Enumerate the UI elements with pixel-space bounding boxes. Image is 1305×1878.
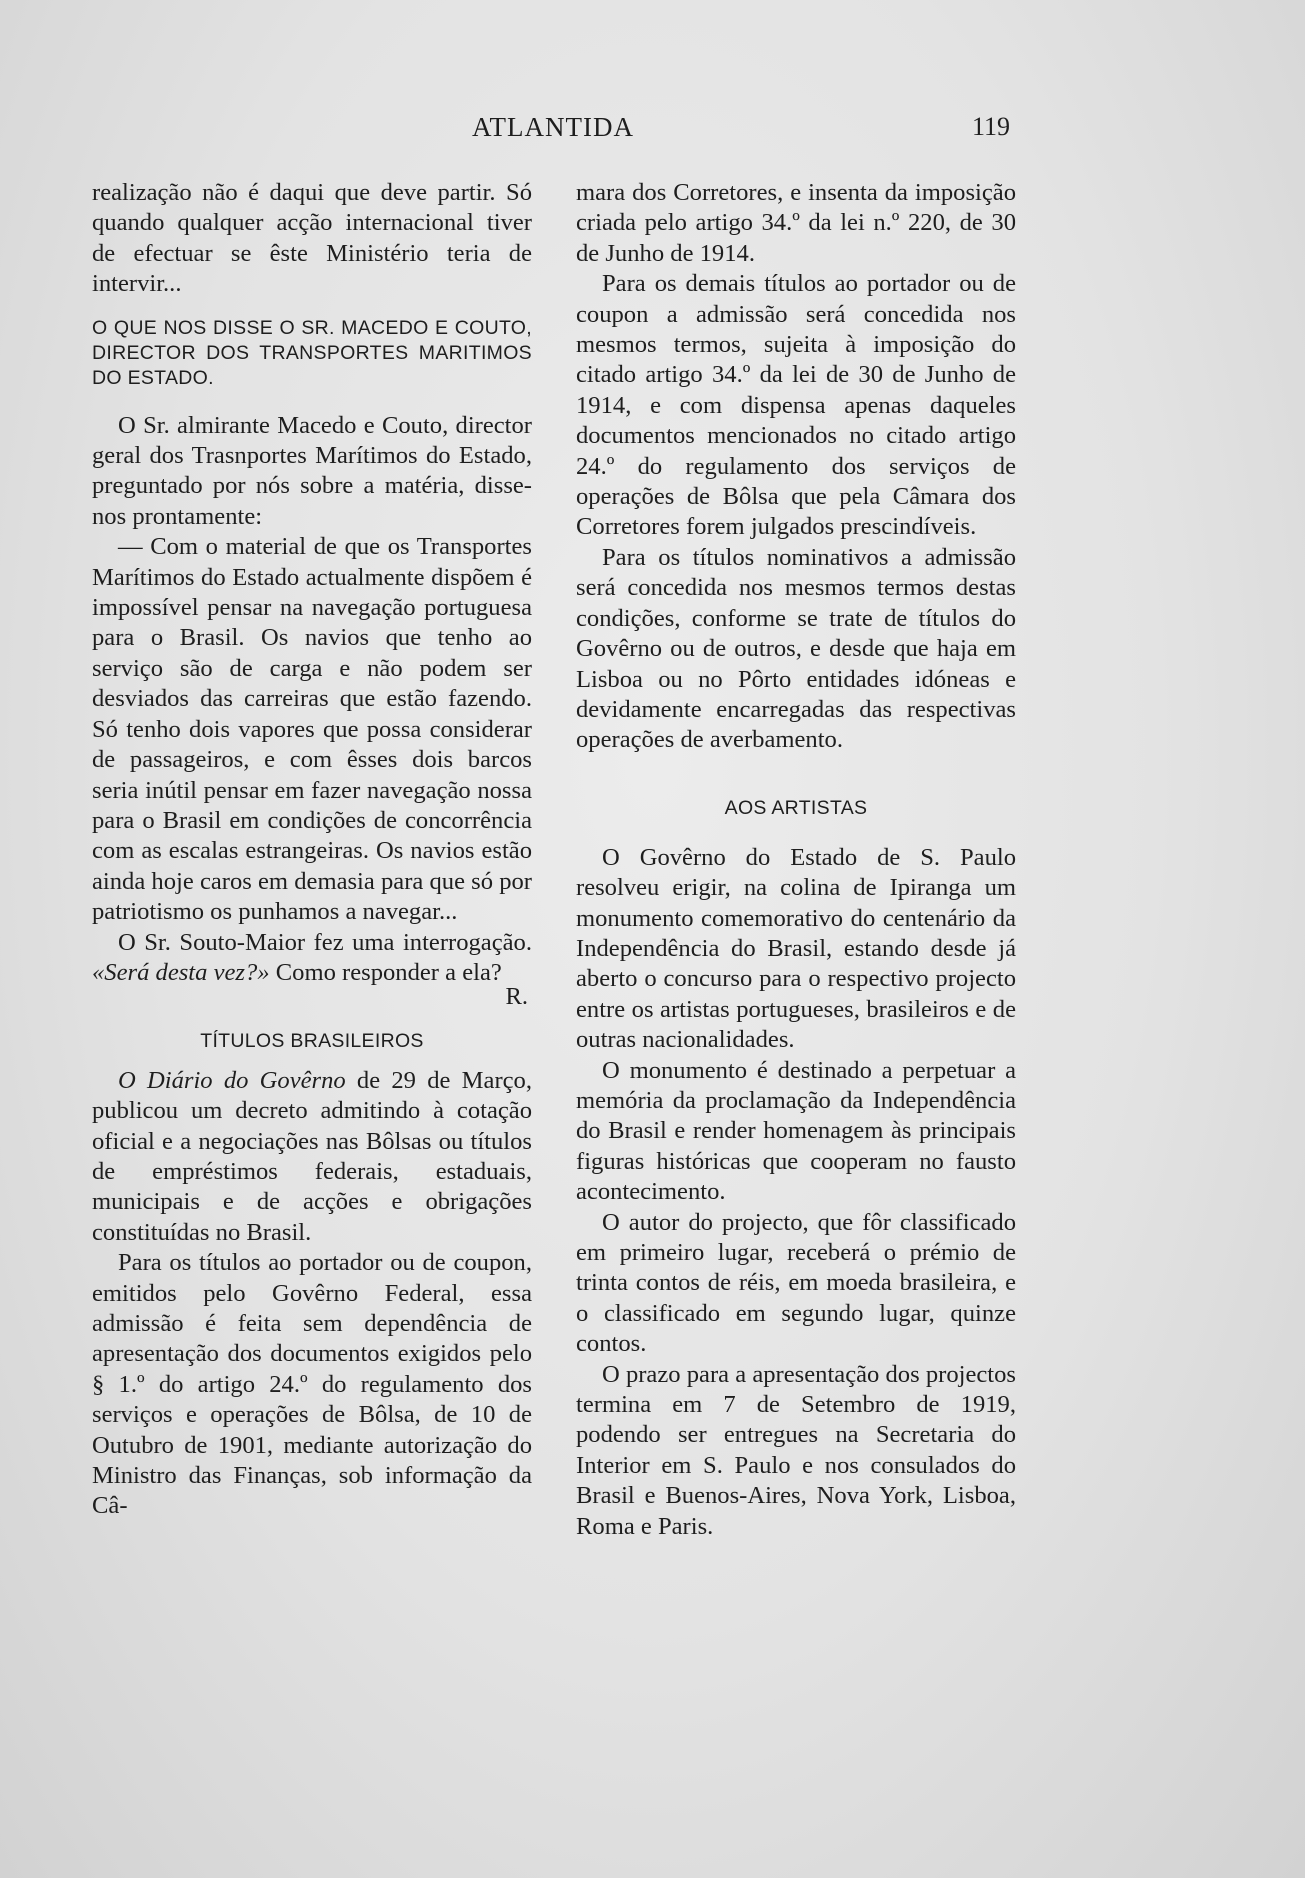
paragraph: O Govêrno do Estado de S. Paulo resolveu erigir, na colina de Ipiranga um monumento comemorativo do centenário da Independência do Brasil, estando desde já aberto o concurso para o respectivo projecto entre os artistas portugueses, brasileiros e de outras nacionalidades. <box>576 843 1016 1054</box>
paragraph: O prazo para a apresentação dos projectos termina em 7 de Setembro de 1919, podendo ser entregues na Secretaria do Interior em S. Paulo e nos consulados do Brasil e Buenos-Aires, Nova York, Lisboa, Roma e Paris. <box>576 1360 1016 1540</box>
page-number: 119 <box>972 112 1011 141</box>
paragraph: Para os títulos nominativos a admissão será concedida nos mesmos termos destas condições, conforme se trate de títulos do Govêrno ou de outros, e desde que haja em Lisboa ou no Pôrto entidades idóneas e devidamente encarregadas das respectivas operações de averbamento. <box>576 543 1016 754</box>
publication-title: ATLANTIDA <box>472 112 634 142</box>
author-signature: R. <box>505 983 528 1011</box>
paragraph: — Com o material de que os Transportes Marítimos do Estado actualmente dispõem é impossível pensar na navegação portuguesa para o Brasil. Os navios que tenho ao serviço são de carga e não podem ser desviados das carreiras que estão fazendo. Só tenho dois vapores que possa considerar de passageiros, e com êsses dois barcos seria inútil pensar em fazer navegação nossa para o Brasil em condições de concorrência com as escalas estrangeiras. Os navios estão ainda hoje caros em demasia para que só por patriotismo os punhamos a navegar... <box>92 533 532 926</box>
right-column <box>576 178 1016 1542</box>
text-run: O Sr. Souto-Maior fez uma interrogação. <box>118 928 532 956</box>
paragraph: O autor do projecto, que fôr classificado em primeiro lugar, receberá o prémio de trinta contos de réis, em moeda brasileira, e o classificado em segundo lugar, quinze contos. <box>576 1208 1016 1358</box>
paragraph: O Sr. almirante Macedo e Couto, director geral dos Trasnportes Marítimos do Estado, preguntado por nós sobre a matéria, disse-nos prontamente: <box>92 411 532 530</box>
italic-quote: «Será desta vez?» <box>92 958 270 986</box>
text-run: Como responder a ela? <box>269 958 502 986</box>
paragraph: O monumento é destinado a perpetuar a memória da proclamação da Independência do Brasil e render homenagem às principais figuras históricas que cooperam no fausto acontecimento. <box>576 1056 1016 1206</box>
paragraph <box>92 928 532 989</box>
paragraph: mara dos Corretores, e insenta da imposição criada pelo artigo 34.º da lei n.º 220, de 30 de Junho de 1914. <box>576 179 1016 267</box>
running-header <box>0 112 1305 152</box>
paragraph: realização não é daqui que deve partir. Só quando qualquer acção internacional tiver de efectuar se êste Ministério teria de intervir... <box>92 179 532 298</box>
paragraph: Para os demais títulos ao portador ou de coupon a admissão será concedida nos mesmos termos, sujeita à imposição do citado artigo 34.º da lei de 30 de Junho de 1914, e com dispensa apenas daqueles documentos mencionados no citado artigo 24.º do regulamento dos serviços de operações de Bôlsa que pela Câmara dos Corretores forem julgados prescindíveis. <box>576 270 1016 541</box>
paragraph <box>92 1066 532 1248</box>
section-heading-interview: O QUE NOS DISSE O SR. MACEDO E COUTO, DIRECTOR DOS TRANSPORTES MARITIMOS DO ESTADO. <box>92 316 532 389</box>
paragraph: Para os títulos ao portador ou de coupon, emitidos pelo Govêrno Federal, essa admissão é feita sem dependência de apresentação dos documentos exigidos pelo § 1.º do artigo 24.º do regulamento dos serviços e operações de Bôlsa, de 10 de Outubro de 1901, mediante autorização do Ministro das Finanças, sob informação da Câ- <box>92 1249 532 1520</box>
section-heading-artistas: AOS ARTISTAS <box>724 796 868 819</box>
text-run: de 29 de Março, publicou um decreto admitindo à cotação oficial e a negociações nas Bôlsas ou títulos de empréstimos federais, estaduais, municipais e de acções e obrigações constituídas no Brasil. <box>92 1066 532 1246</box>
left-column <box>92 178 532 1522</box>
italic-publication-name: O Diário do Govêrno <box>118 1066 346 1094</box>
section-heading-titulos: TÍTULOS BRASILEIROS <box>200 1029 424 1052</box>
